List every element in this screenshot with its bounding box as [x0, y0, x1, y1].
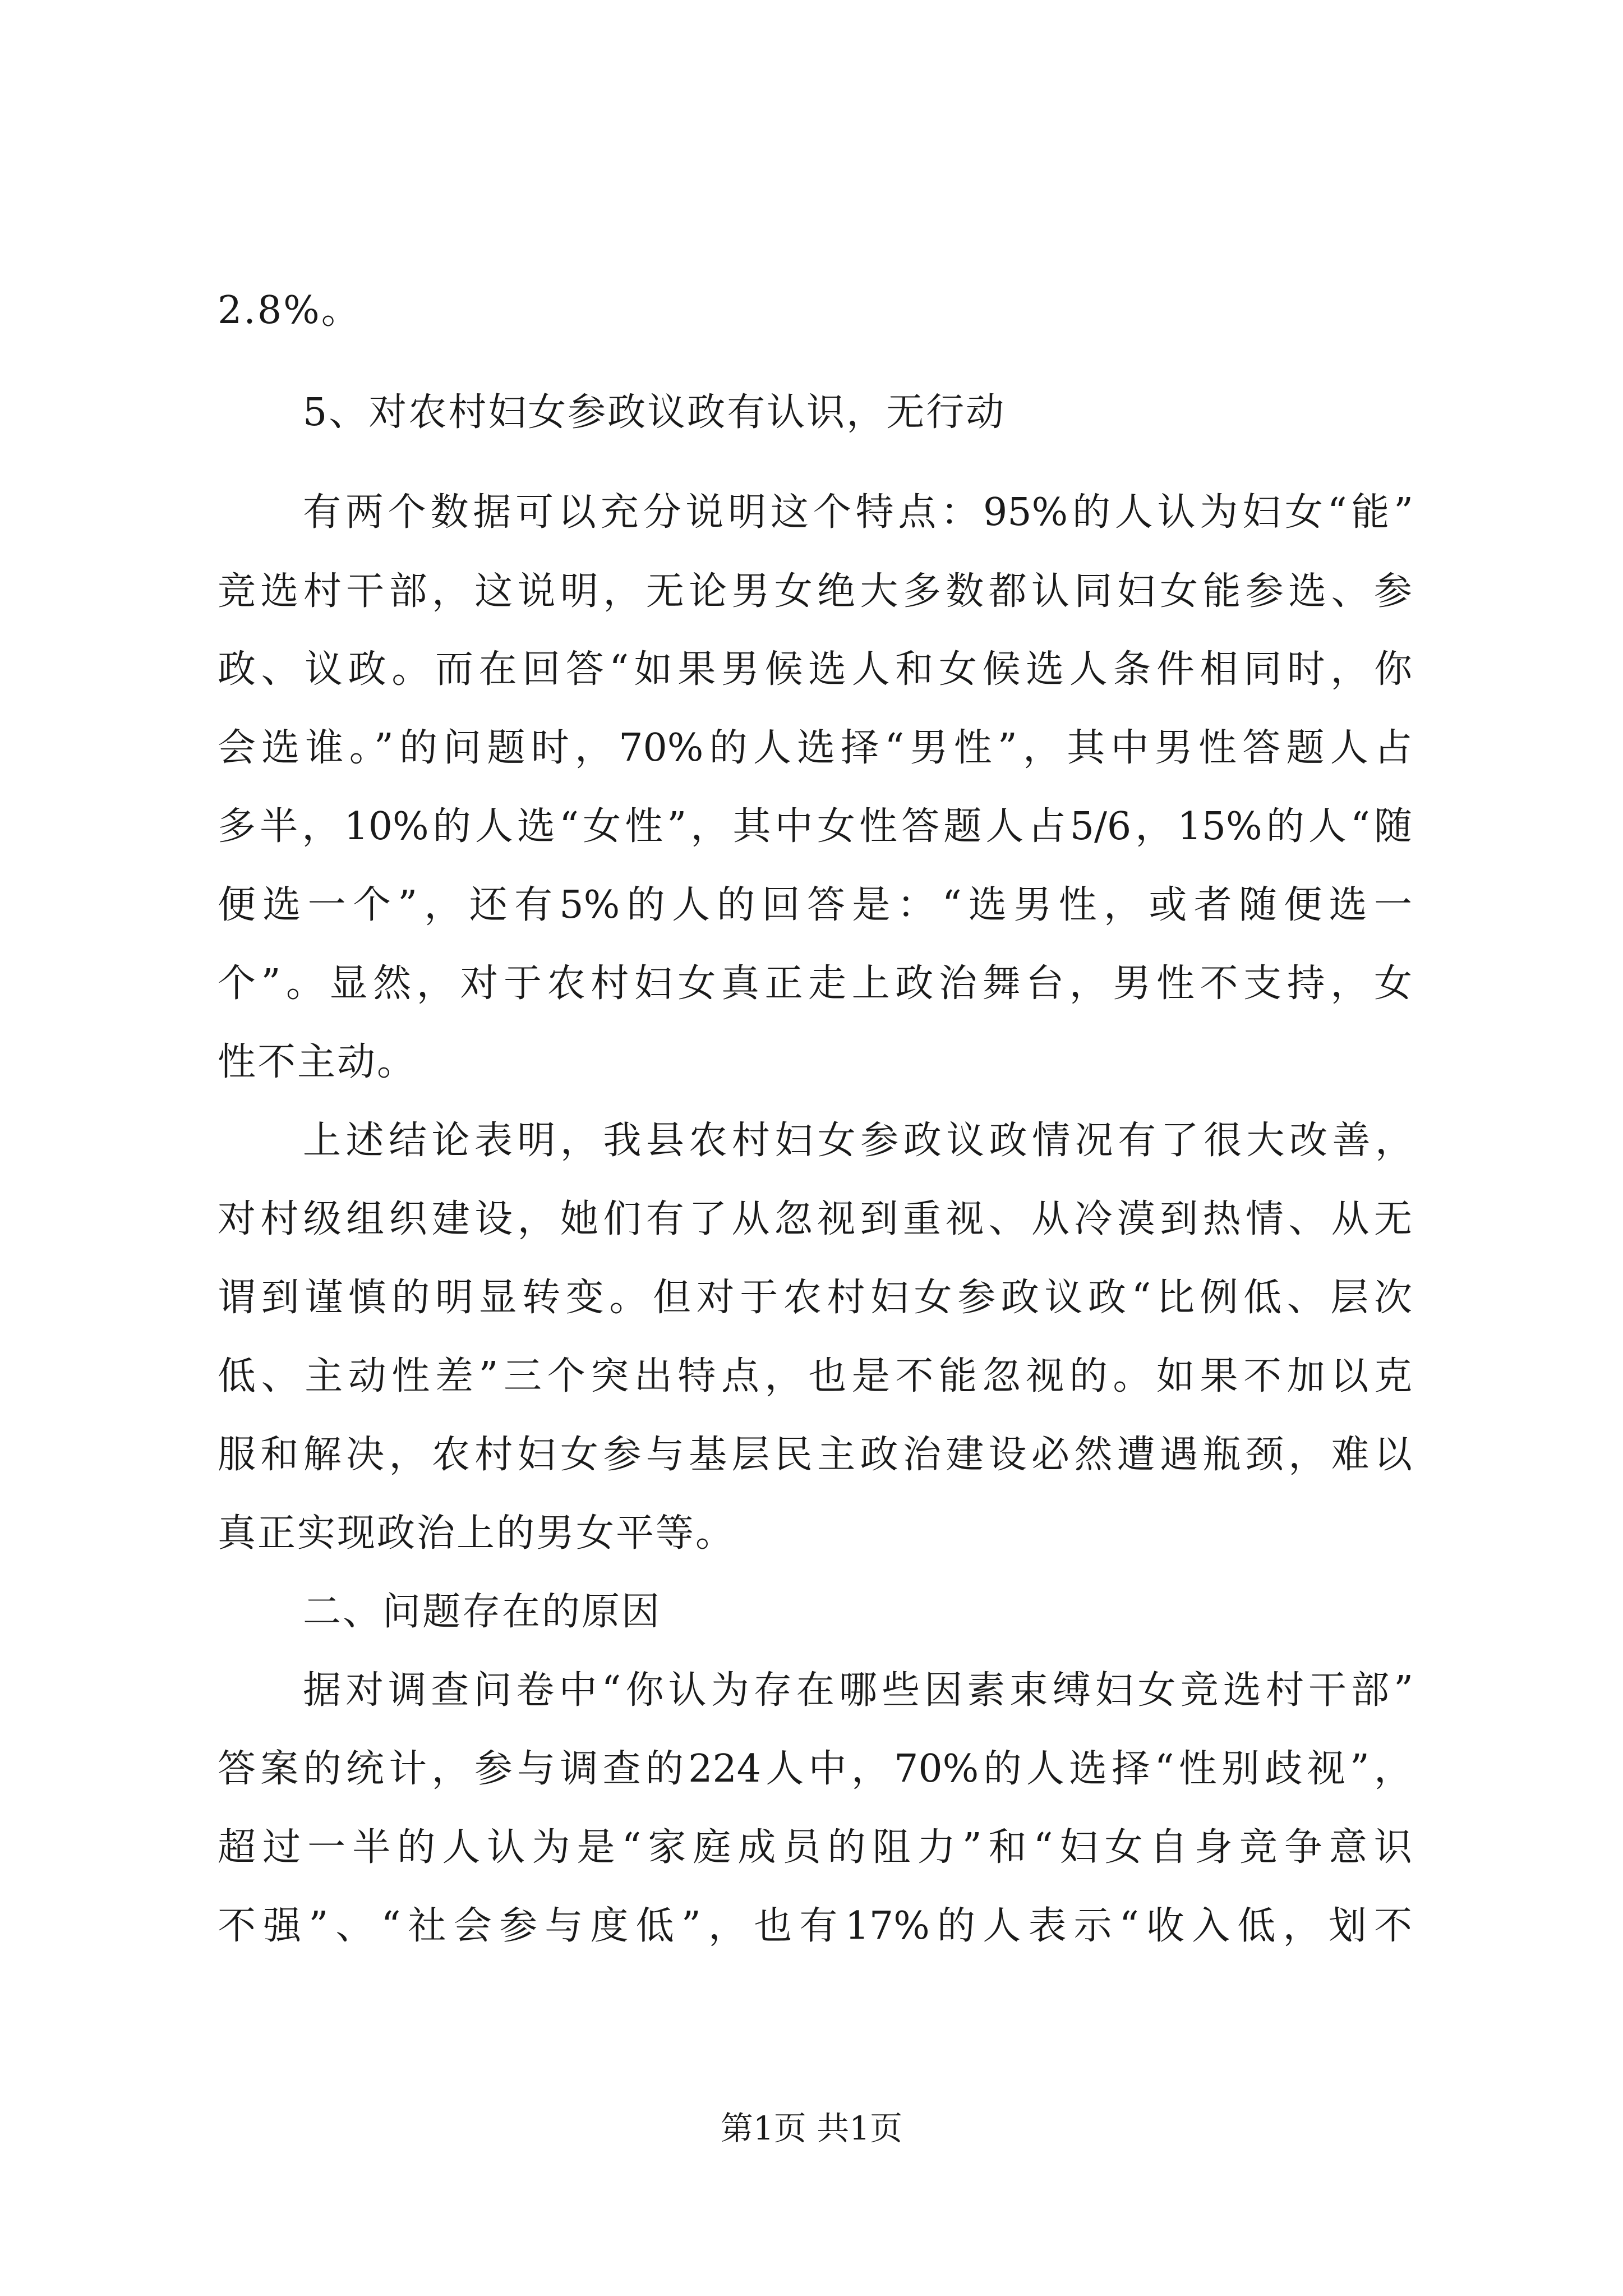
text-line: 答案的统计，参与调查的224人中，70%的人选择“性别歧视”， — [218, 1747, 1412, 1791]
section-heading: 二、问题存在的原因 — [303, 1590, 662, 1634]
text-line: 性不主动。 — [218, 1040, 417, 1084]
text-line: 政、议政。而在回答“如果男候选人和女候选人条件相同时，你 — [218, 647, 1412, 692]
text-line: 不强”、“社会参与度低”，也有17%的人表示“收入低，划不 — [218, 1904, 1412, 1948]
text-line: 竞选村干部，这说明，无论男女绝大多数都认同妇女能参选、参 — [218, 569, 1412, 614]
text-line: 上述结论表明，我县农村妇女参政议政情况有了很大改善， — [303, 1119, 1413, 1163]
text-line: 真正实现政治上的男女平等。 — [218, 1511, 736, 1556]
text-line: 低、主动性差”三个突出特点，也是不能忽视的。如果不加以克 — [218, 1354, 1412, 1398]
text-line: 多半，10%的人选“女性”，其中女性答题人占5/6，15%的人“随 — [218, 804, 1412, 849]
text-line: 有两个数据可以充分说明这个特点：95%的人认为妇女“能” — [303, 490, 1413, 535]
text-line: 2.8%。 — [218, 288, 361, 333]
text-line: 会选谁。”的问题时，70%的人选择“男性”，其中男性答题人占 — [218, 726, 1412, 770]
text-line: 超过一半的人认为是“家庭成员的阻力”和“妇女自身竞争意识 — [218, 1825, 1412, 1870]
text-line: 便选一个”，还有5%的人的回答是：“选男性，或者随便选一 — [218, 883, 1412, 927]
page-footer: 第1页 共1页 — [720, 2109, 903, 2147]
text-line: 据对调查问卷中“你认为存在哪些因素束缚妇女竞选村干部” — [303, 1668, 1413, 1713]
section-heading: 5、对农村妇女参政议政有认识，无行动 — [303, 390, 1006, 435]
text-line: 对村级组织建设，她们有了从忽视到重视、从冷漠到热情、从无 — [218, 1197, 1412, 1241]
text-line: 服和解决，农村妇女参与基层民主政治建设必然遭遇瓶颈，难以 — [218, 1433, 1412, 1477]
text-line: 谓到谨慎的明显转变。但对于农村妇女参政议政“比例低、层次 — [218, 1276, 1412, 1320]
text-line: 个”。显然，对于农村妇女真正走上政治舞台，男性不支持，女 — [218, 961, 1412, 1006]
